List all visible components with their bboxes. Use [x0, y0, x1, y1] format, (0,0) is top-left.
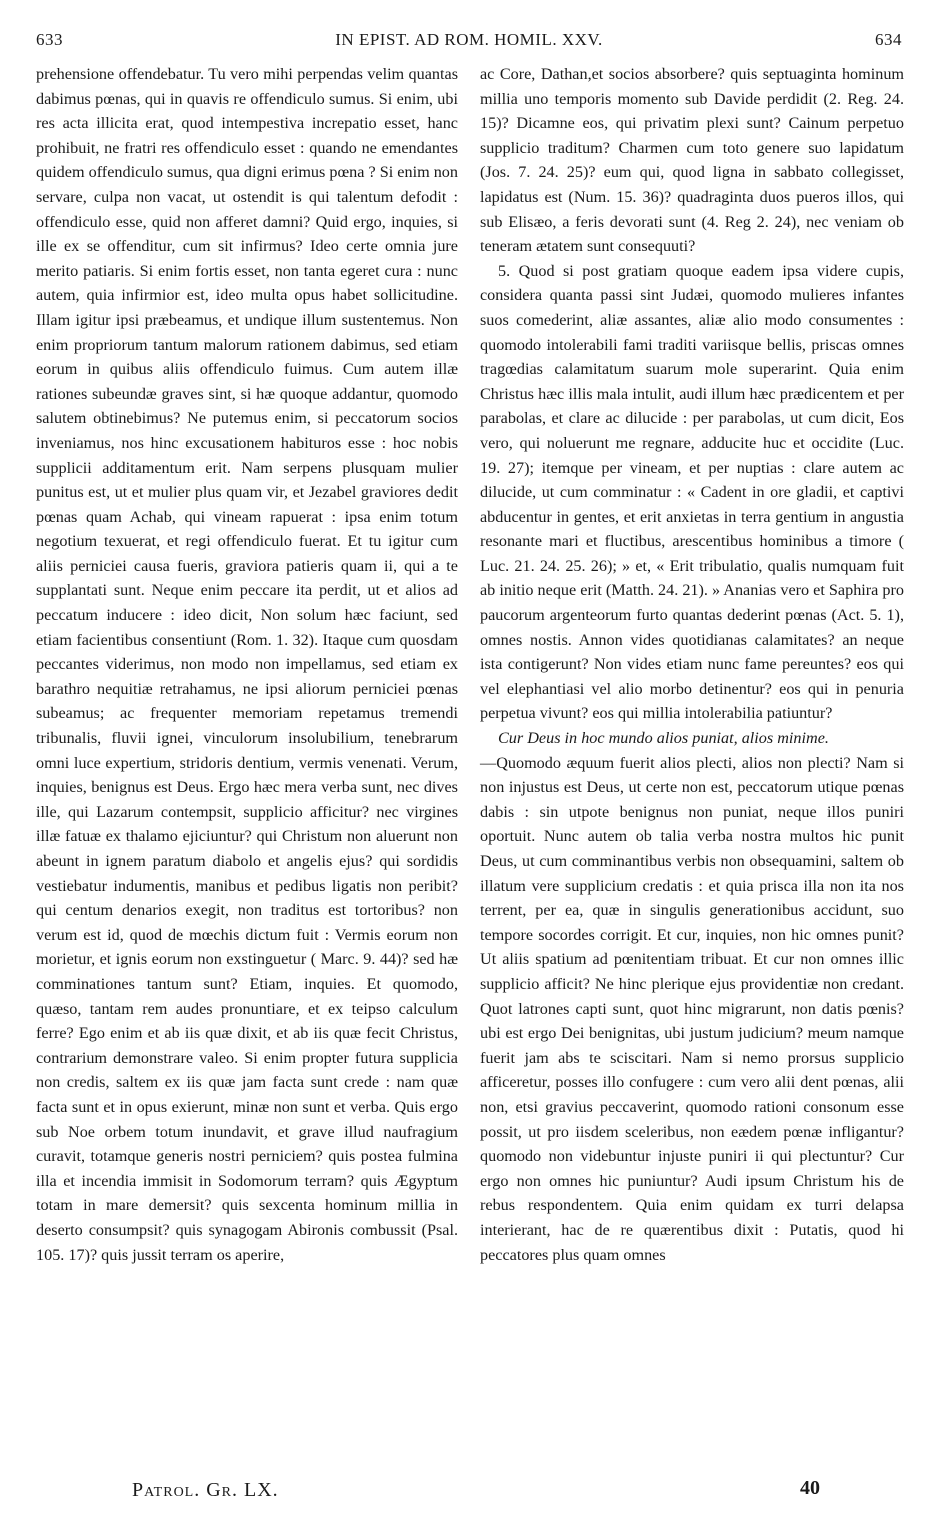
running-title: IN EPIST. AD ROM. HOMIL. XXV. [335, 30, 603, 49]
left-column-text: prehensione offendebatur. Tu vero mihi perpendas velim quantas dabimus pœnas, qui in quavis re offendiculo sumus. Si enim, ubi res acta illicita erat, quod intempestiva increpatio esset, hanc prohibuit, ne fratri res offendiculo esset : quando ne emendantes quidem offendiculo sumus, qua digni erimus pœna ? Si enim non servare, culpa non vacat, ut ostendit is qui talentum defodit : offendiculo esse, quid non afferet damni? Quid ergo, inquies, si ille ex se offenditur, cum sit infirmus? Ideo certe omnia jure merito patiaris. Si enim fortis esset, non tanta egeret cura : nunc autem, quia infirmior est, ideo multa opus habet sollicitudine. Illam igitur ipsi præbeamus, et undique illum sustentemus. Non enim propriorum tantum malorum rationem dabimus, sed etiam eorum in quibus aliis offendiculo fuimus. Cum autem illæ rationes subeundæ graves sint, si hæ quoque addantur, quomodo salutem obtinebimus? Ne putemus enim, si peccatorum socios inveniamus, nos hinc excusationem habituros esse : hoc nobis supplicii additamentum erit. Nam serpens plusquam mulier punitus est, ut et mulier plus quam vir, et Jezabel graviores dedit pœnas quam Achab, qui vineam rapuerat : ipsa enim totum negotium texuerat, et regi offendiculo fuerat. Et tu igitur cum aliis perniciei causa fueris, graviora patieris quam ii, qui a te supplantati sunt. Neque enim peccare ita perdit, ut et alios ad peccatum inducere : ideo dicit, Non solum hæc faciunt, sed etiam facientibus consentiunt (Rom. 1. 32). Itaque cum quosdam peccantes viderimus, non modo non impellamus, sed etiam ex barathro nequitiæ retrahamus, ne ipsi aliorum perniciei pœnas subeamus; ac frequenter memoriam repetamus tremendi tribunalis, fluvii ignei, vinculorum insolubilium, tenebrarum omni luce expertium, stridoris dentium, vermis venenati. Verum, inquies, benignus est Deus. Ergo hæc mera verba sunt, nec dives ille, qui Lazarum contempsit, supplicio afficitur? nec virgines illæ fatuæ ex thalamo ejiciuntur? qui Christum non aluerunt non abeunt in ignem paratum diabolo et angelis ejus? qui sordidis vestiebatur indumentis, manibus et pedibus ligatis non peribit? qui centum denarios exegit, non traditus est tortoribus? non verum est id, quod de mœchis dictum fuit : Vermis eorum non morietur, et ignis eorum non exstinguetur ( Marc. 9. 44)? sed hæ comminationes tantum sunt? Etiam, inquies. Et quomodo, quæso, tantam rem audes pronuntiare, et ex teipso calculum ferre? Ego enim et ab iis quæ dixit, et ab iis quæ fecit Christus, contrarium demonstrare valeo. Si enim propter futura supplicia non credis, saltem ex iis quæ jam facta sunt crede : nam quæ facta sunt et in opus exierunt, minæ non sunt et verba. Quis ergo sub Noe orbem totum inundavit, et grave illud naufragium curavit, totamque generis nostri perniciem? quis postea fulmina illa et incendia immisit in Sodomorum terram? quis Ægyptum totam in mare demersit? quis sexcenta hominum millia in deserto consumpsit? quis synagogam Abironis combussit (Psal. 105. 17)? quis jussit terram os aperire, [36, 65, 458, 1264]
page-number-left: 633 [36, 30, 63, 49]
running-header [36, 30, 902, 56]
footer-sheet-number: 40 [800, 1477, 820, 1499]
right-paragraph-2: 5. Quod si post gratiam quoque eadem ipsa videre cupis, considera quanta passi sint Judæi, quomodo mulieres infantes suos comederint, aliæ assantes, aliæ alio modo consumentes : quomodo intolerabili fami traditi variisque bellis, priscas omnes tragœdias calamitatum suarum mole superarint. Quia enim Christus hæc illis mala intulit, audi illum hæc prædicentem et per parabolas, et clare ac dilucide : per parabolas, ut cum dicit, Eos vero, qui noluerunt me regnare, adducite huc et occidite (Luc. 19. 27); itemque per vineam, et per nuptias : clare autem ac dilucide, ut cum comminatur : « Cadent in ore gladii, et captivi abducentur in gentes, et erit anxietas in terra gentium in angustia resonante mari et fluctibus, arescentibus hominibus a timore ( Luc. 21. 24. 25. 26); » et, « Erit tribulatio, qualis numquam fuit ab initio neque erit (Matth. 24. 21). » Ananias vero et Saphira pro paucorum argenteorum furto quantas dederint pœnas (Act. 5. 1), omnes nostis. Annon vides quotidianas calamitates? an neque ista contigerunt? Non vides etiam nunc fame pereuntes? eos qui vel elephantiasi vel alio morbo detinentur? eos qui in penuria perpetua vivunt? eos qui millia intolerabilia patiuntur? [480, 261, 904, 723]
right-column [480, 62, 904, 1267]
section-heading: Cur Deus in hoc mundo alios puniat, alios minime. [498, 729, 829, 748]
left-column [36, 62, 458, 1267]
page-number-right: 634 [875, 30, 902, 49]
right-paragraph-3: —Quomodo æquum fuerit alios plecti, alios non plecti? Nam si non injustus est Deus, ut certe non est, peccatorum utique pœnas dabis : sin utpote benignus non puniat, neque illos puniri oportuit. Nunc autem ob talia verba nostra multos hic punit Deus, ut cum comminantibus verbis non obsequamini, saltem ob illatum vere supplicium credatis : et quia prisca illa non ita nos terrent, per ea, quæ in singulis generationibus accidunt, suo tempore socordes corrigit. Et cur, inquies, non hic omnes punit? Ut aliis spatium ad pœnitentiam tribuat. Et cur non omnes illic supplicio afficit? Ne hinc plerique ejus providentiæ non credant. Quot latrones capti sunt, quot hinc migrarunt, non datis pœnis? ubi est ergo Dei benignitas, ubi justum judicium? meum namque fuerit jam abs te sciscitari. Nam si nemo prorsus supplicio afficeretur, posses illo confugere : cum vero alii dent pœnas, alii non, etsi gravius peccaverint, quomodo rationi consonum esse possit, ut pro iisdem sceleribus, non eædem pœnæ infligantur? quomodo non videbuntur injuste puniri ii qui plectuntur? Cur ergo non omnes hic puniuntur? Audi ipsum Christum his de rebus respondentem. Quia enim quidam ex turri delapsa interierant, hac de re quærentibus dixit : Putatis, quod hi peccatores plus quam omnes [480, 753, 904, 1264]
right-paragraph-1: ac Core, Dathan,et socios absorbere? quis septuaginta hominum millia uno temporis momento sub Davide perdidit (2. Reg. 24. 15)? Dicamne eos, qui privatim plexi sunt? Cainum perpetuo supplicio traditum? Charmen cum toto genere suo lapidatum (Jos. 7. 24. 25)? eum qui, quod ligna in sabbato collegisset, lapidatus est (Num. 15. 36)? quadraginta duos pueros illos, qui sub Elisæo, a feris devorati sunt (4. Reg 2. 24), nec veniam ob teneram ætatem sunt consequuti? [480, 65, 904, 256]
footer-signature: Patrol. Gr. LX. [132, 1479, 279, 1501]
